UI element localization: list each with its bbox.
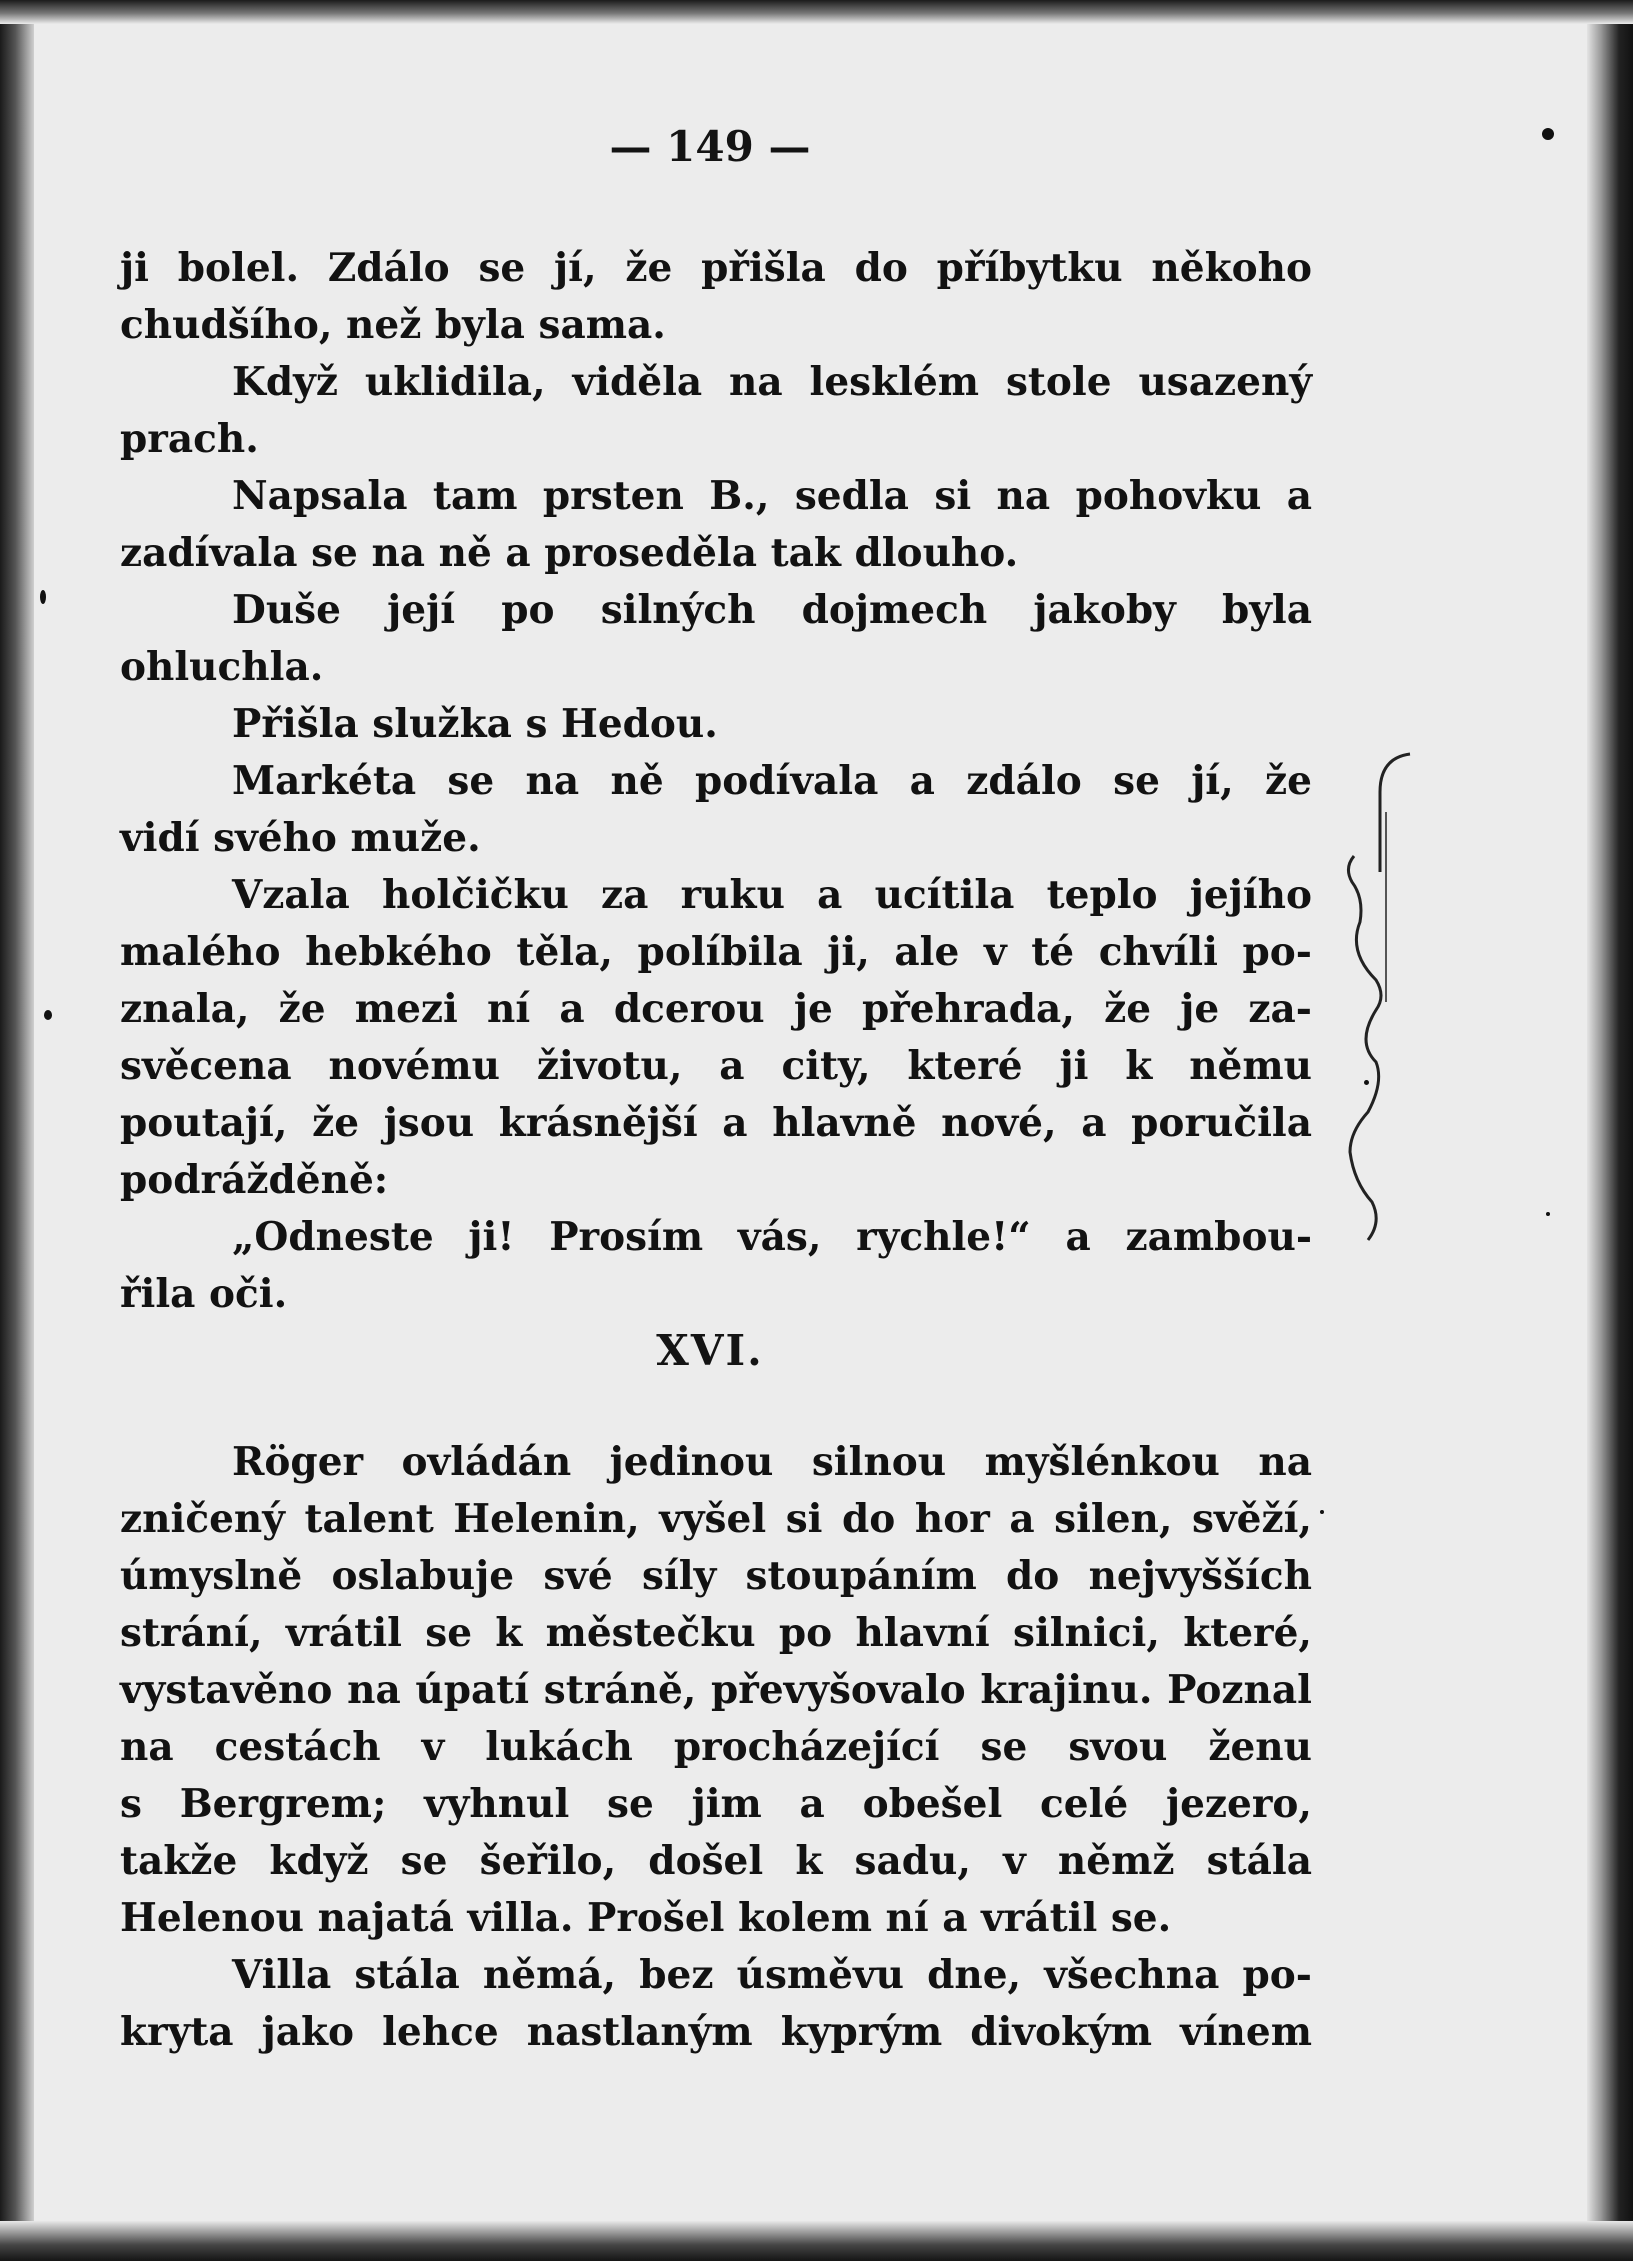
text-line: strání, vrátil se k městečku po hlavní silnici, které, xyxy=(120,1610,1312,1656)
text-line: takže když se šeřilo, došel k sadu, v němž stála xyxy=(120,1838,1312,1884)
text-line: s Bergrem; vyhnul se jim a obešel celé jezero, xyxy=(120,1781,1312,1827)
text-line: zadívala se na ně a proseděla tak dlouho. xyxy=(120,530,1019,576)
text-line: zničený talent Helenin, vyšel si do hor a silen, svěží, xyxy=(120,1496,1312,1542)
text-line: Když uklidila, viděla na lesklém stole usazený xyxy=(232,359,1312,405)
text-line: ji bolel. Zdálo se jí, že přišla do příbytku někoho xyxy=(120,245,1312,291)
scan-speck xyxy=(1542,128,1554,140)
text-line: chudšího, než byla sama. xyxy=(120,302,666,348)
text-line: znala, že mezi ní a dcerou je přehrada, že je za- xyxy=(120,986,1312,1032)
scan-speck xyxy=(40,590,46,604)
text-block-bottom xyxy=(120,1434,1312,2061)
text-line: Villa stála němá, bez úsměvu dne, všechna po- xyxy=(232,1952,1312,1998)
text-line: Duše její po silných dojmech jakoby byla xyxy=(232,587,1312,633)
scan-speck xyxy=(1546,1212,1550,1216)
scan-speck xyxy=(1320,1510,1324,1514)
text-line: Vzala holčičku za ruku a ucítila teplo jejího xyxy=(232,872,1312,918)
text-line: řila oči. xyxy=(120,1271,288,1317)
text-line: poutají, že jsou krásnější a hlavně nové, a poručila xyxy=(120,1100,1312,1146)
scan-speck xyxy=(44,1010,52,1020)
text-line: Röger ovládán jedinou silnou myšlénkou na xyxy=(232,1439,1312,1485)
text-line: Markéta se na ně podívala a zdálo se jí, že xyxy=(232,758,1312,804)
text-line: prach. xyxy=(120,416,259,462)
text-line: Přišla služka s Hedou. xyxy=(232,701,718,747)
scan-edge-right xyxy=(1587,0,1633,2261)
text-block-top xyxy=(120,240,1312,1323)
text-line: malého hebkého těla, políbila ji, ale v té chvíli po- xyxy=(120,929,1312,975)
text-line: Helenou najatá villa. Prošel kolem ní a vrátil se. xyxy=(120,1895,1172,1941)
scan-edge-bottom xyxy=(0,2221,1633,2261)
text-line: ohluchla. xyxy=(120,644,324,690)
page-number: — 149 — xyxy=(609,122,811,171)
text-line: Napsala tam prsten B., sedla si na pohovku a xyxy=(232,473,1312,519)
scan-edge-left xyxy=(0,0,34,2261)
text-line: „Odneste ji! Prosím vás, rychle!“ a zambou- xyxy=(232,1214,1312,1260)
text-line: vidí svého muže. xyxy=(120,815,481,861)
text-line: podrážděně: xyxy=(120,1157,389,1203)
text-line: úmyslně oslabuje své síly stoupáním do nejvyšších xyxy=(120,1553,1312,1599)
chapter-heading: XVI. xyxy=(656,1326,764,1375)
scan-edge-top xyxy=(0,0,1633,24)
margin-bracket-annotation xyxy=(1340,752,1420,1252)
text-line: kryta jako lehce nastlaným kyprým divokým vínem xyxy=(120,2009,1312,2055)
text-line: svěcena novému životu, a city, které ji k němu xyxy=(120,1043,1312,1089)
text-line: vystavěno na úpatí stráně, převyšovalo krajinu. Poznal xyxy=(120,1667,1312,1713)
text-line: na cestách v lukách procházející se svou ženu xyxy=(120,1724,1312,1770)
